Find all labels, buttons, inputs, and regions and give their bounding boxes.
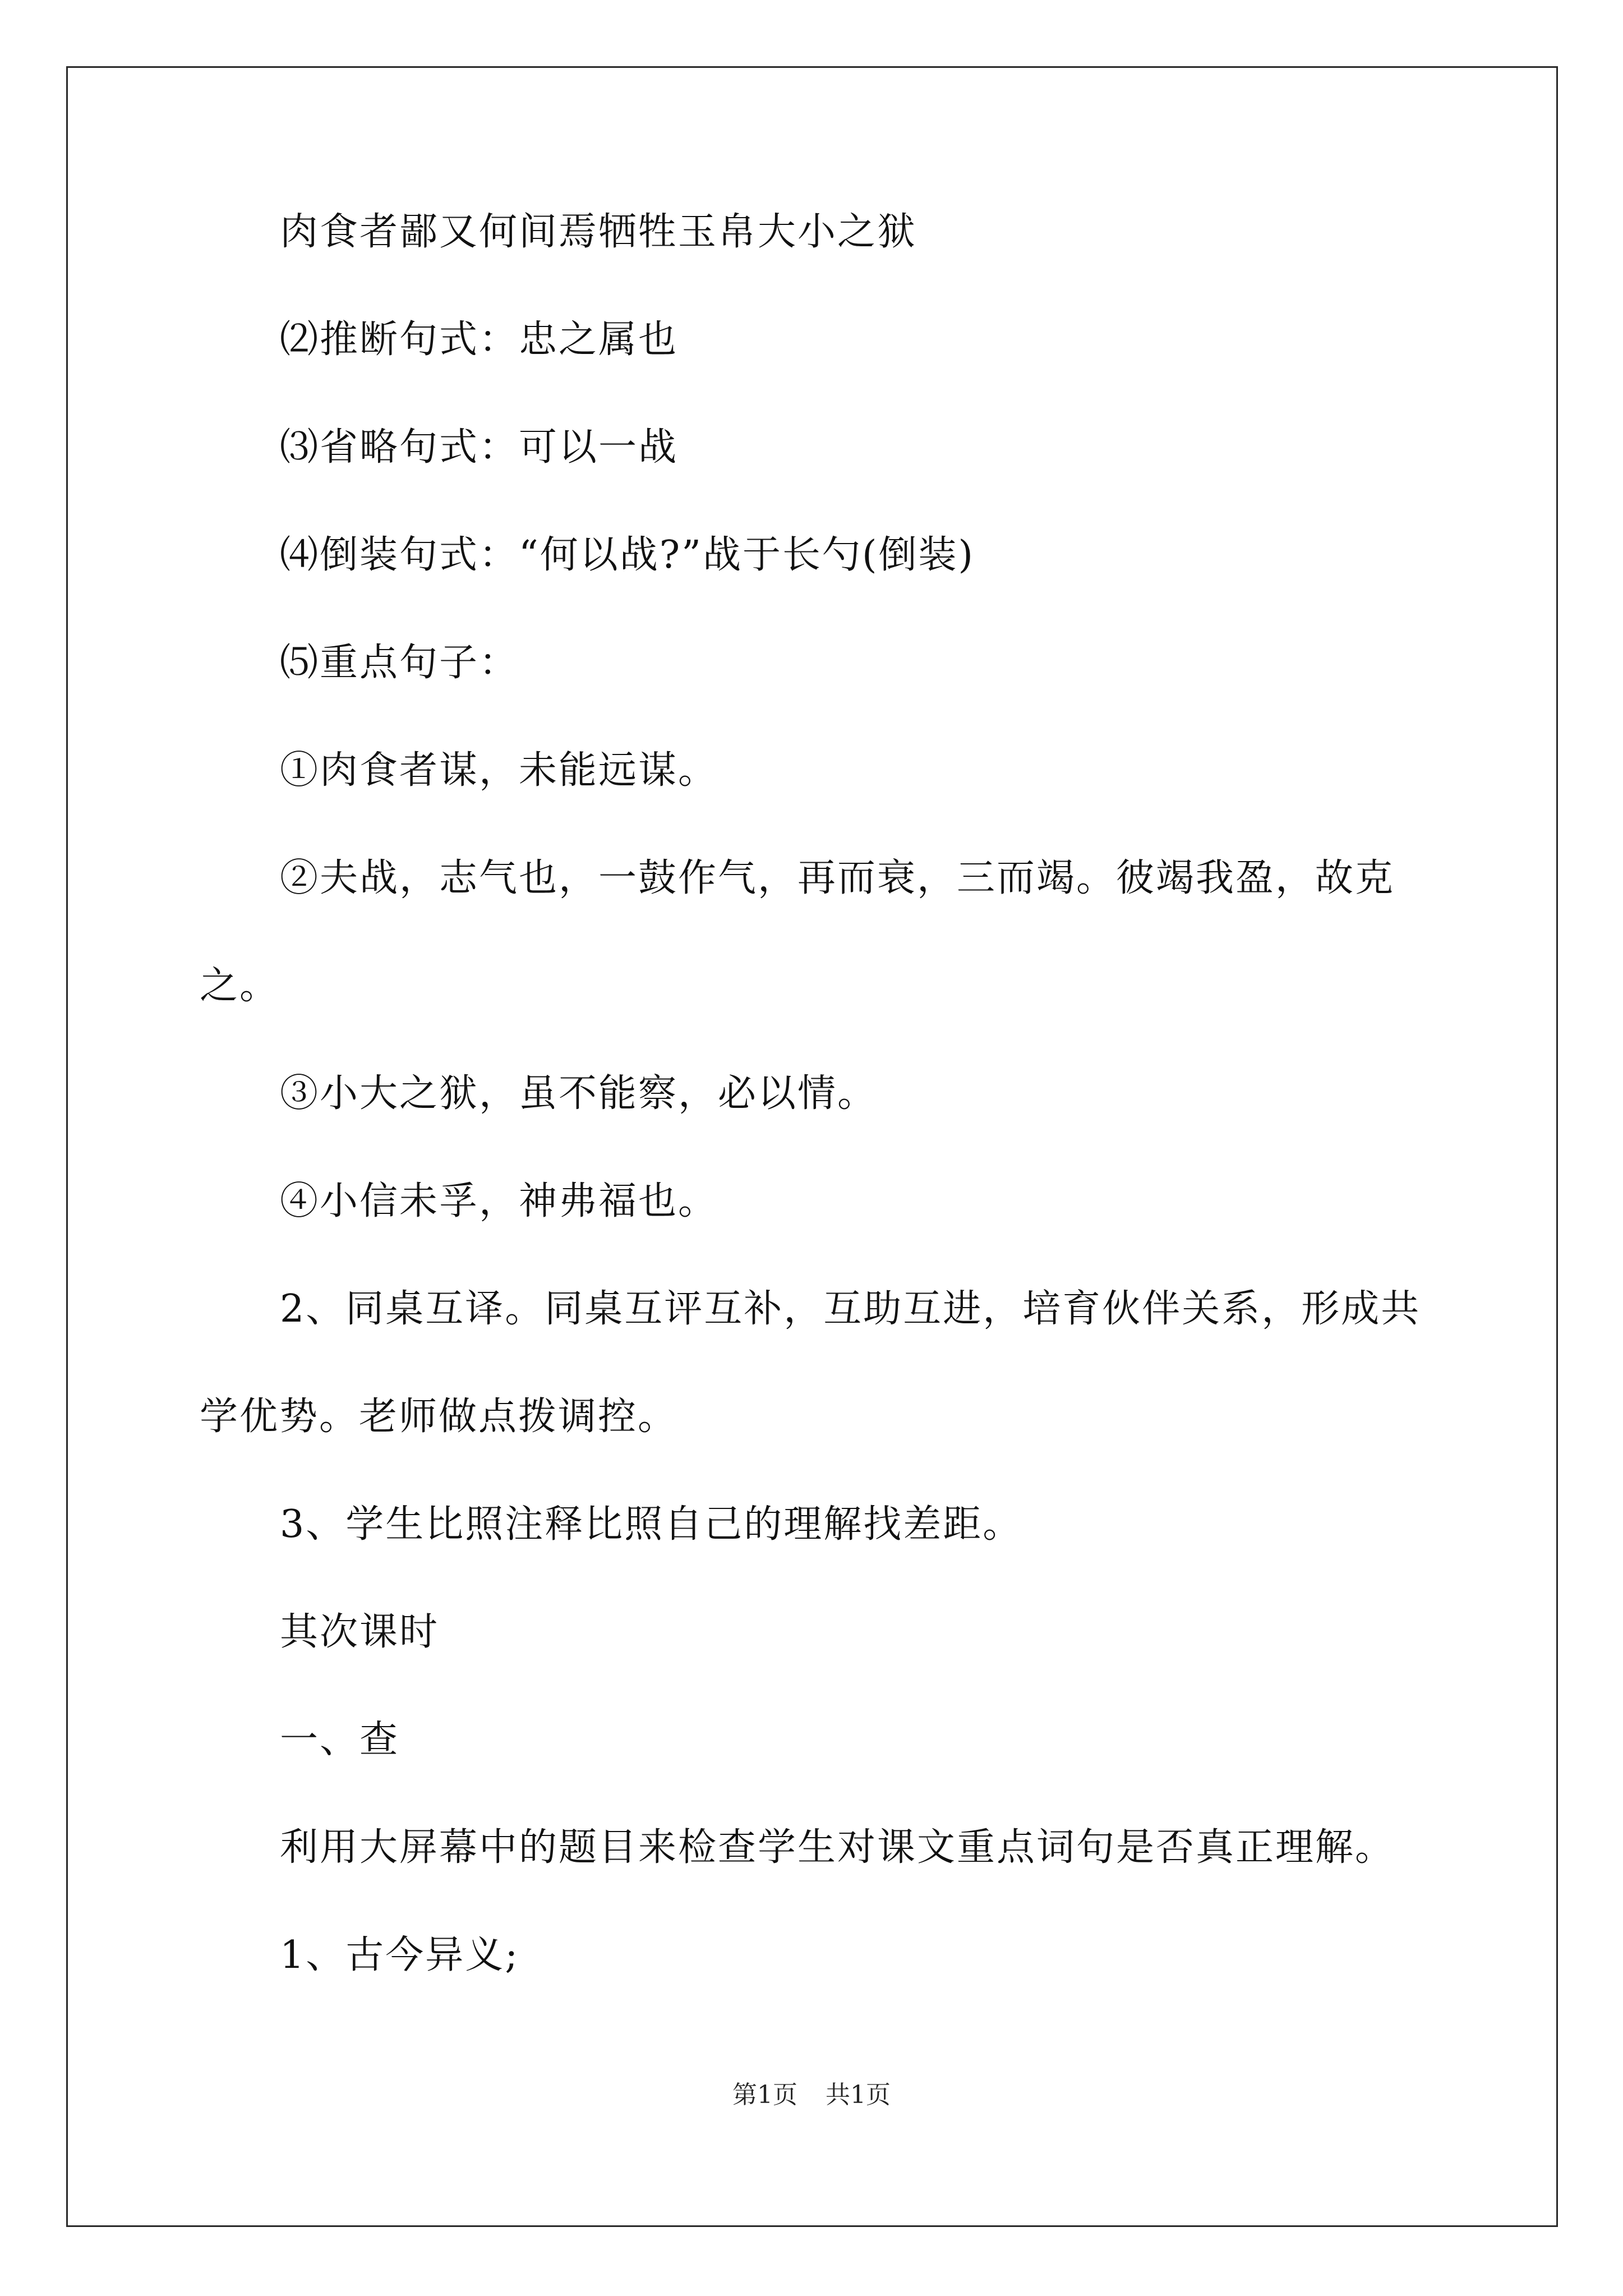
- paragraph: [200, 852, 1431, 1013]
- paragraph-line: 学优势。老师做点拨调控。: [200, 1395, 678, 1439]
- section-heading: 一、查: [280, 1718, 400, 1762]
- page-number: 第1页: [732, 2081, 797, 2109]
- paragraph: ⑸重点句子：: [280, 641, 519, 685]
- paragraph: ⑷倒装句式：“何以战?”战于长勺(倒装): [280, 533, 975, 577]
- paragraph: 利用大屏幕中的题目来检查学生对课文重点词句是否真正理解。: [280, 1825, 1395, 1870]
- paragraph-line: 之。: [200, 964, 280, 1008]
- paragraph: 3、学生比照注释比照自己的理解找差距。: [280, 1502, 1023, 1547]
- paragraph: 1、古今异义;: [280, 1933, 520, 1977]
- paragraph-line: 2、同桌互译。同桌互评互补，互助互进，培育伙伴关系，形成共: [280, 1287, 1421, 1331]
- page-footer: [0, 2079, 1623, 2111]
- document-body: [200, 205, 1431, 2036]
- paragraph: 肉食者鄙又何间焉牺牲玉帛大小之狱: [280, 210, 917, 254]
- paragraph: ⑵推断句式：忠之属也: [280, 318, 679, 362]
- paragraph: [200, 1282, 1431, 1444]
- paragraph: ⑶省略句式：可以一战: [280, 425, 679, 470]
- section-heading: 其次课时: [280, 1610, 440, 1654]
- paragraph-line: ②夫战，志气也，一鼓作气，再而衰，三而竭。彼竭我盈，故克: [280, 856, 1395, 900]
- page-total: 共1页: [826, 2081, 891, 2109]
- paragraph: ①肉食者谋，未能远谋。: [280, 748, 718, 793]
- paragraph: ④小信未孚，神弗福也。: [280, 1179, 718, 1223]
- paragraph: ③小大之狱，虽不能察，必以情。: [280, 1071, 878, 1116]
